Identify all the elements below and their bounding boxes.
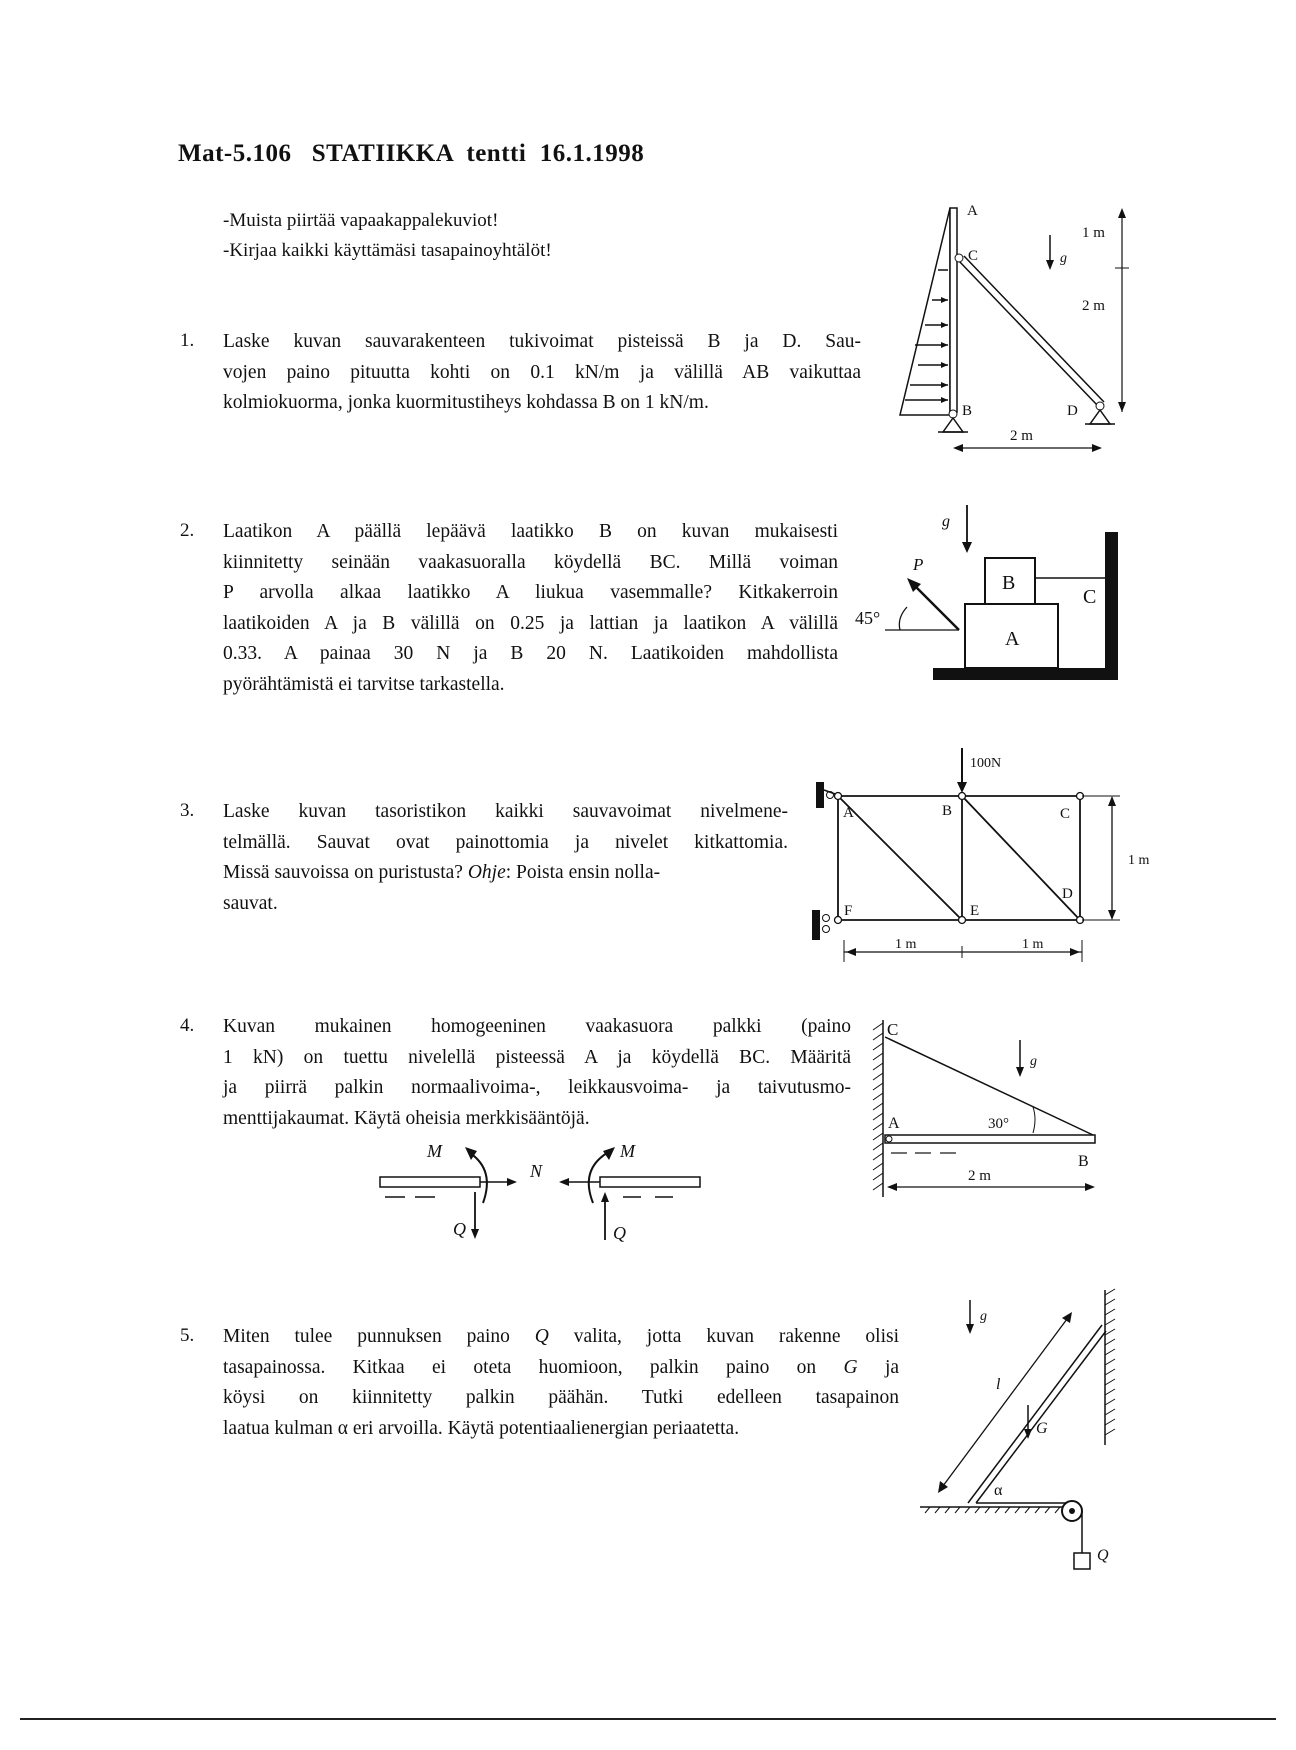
problem-2-text	[223, 517, 838, 700]
problem-4-line: ja piirrä palkin normaalivoima-, leikkausvoima- ja taivutusmo-	[223, 1077, 851, 1098]
label-a: A	[967, 203, 978, 219]
problem-2-line: P arvolla alkaa laatikko A liukua vasemmalle? Kitkakerroin	[223, 582, 838, 603]
label-e: E	[970, 903, 980, 919]
problem-4-number: 4.	[180, 1015, 195, 1036]
bar-ab	[950, 208, 957, 412]
dim-left: 1 m	[895, 937, 917, 952]
note-equations: -Kirjaa kaikki käyttämäsi tasapainoyhtälöt!	[223, 240, 552, 261]
problem-5-text-part: laatua kulman	[223, 1417, 333, 1439]
joint-c	[955, 254, 963, 262]
label-q: Q	[1097, 1547, 1109, 1564]
dim-2m-vertical: 2 m	[1082, 298, 1105, 314]
problem-2-line: Laatikon A päällä lepäävä laatikko B on kuvan mukaisesti	[223, 521, 838, 542]
wall-hatch	[873, 1023, 883, 1190]
angle-label: 45°	[855, 608, 881, 628]
dim-height: 1 m	[1128, 853, 1150, 868]
beam-ab	[885, 1135, 1095, 1143]
moment-label-left: M	[427, 1141, 442, 1161]
support-d	[1090, 410, 1110, 424]
problem-1-number: 1.	[180, 330, 195, 351]
problem-5-number: 5.	[180, 1325, 195, 1346]
dim-1m: 1 m	[1082, 225, 1105, 241]
problem-3-line: Laske kuvan tasoristikon kaikki sauvavoimat nivelmene-	[223, 801, 788, 822]
problem-5-text-part: ja	[884, 1356, 900, 1378]
gravity-label: g	[1060, 251, 1067, 266]
problem-4-line: 1 kN) on tuettu nivelellä pisteessä A ja köydellä BC. Määritä	[223, 1046, 851, 1068]
label-l: l	[996, 1376, 1001, 1393]
label-b: B	[1078, 1153, 1089, 1170]
problem-3-text	[223, 797, 788, 919]
problem-2-figure	[855, 500, 1125, 690]
problem-3-question: Missä sauvoissa on puristusta?	[223, 862, 463, 883]
shear-label-left: Q	[453, 1219, 466, 1239]
problem-3-hint-text: : Poista ensin nolla-	[505, 862, 661, 883]
label-a: A	[888, 1115, 900, 1132]
moment-label-right: M	[620, 1141, 635, 1161]
beam-segment-left	[380, 1177, 480, 1187]
problem-1-text	[223, 327, 861, 419]
beam	[968, 1325, 1102, 1503]
normal-label: N	[530, 1161, 543, 1181]
problem-3-line: telmällä. Sauvat ovat painottomia ja nivelet kitkattomia.	[223, 831, 788, 853]
dim-right: 1 m	[1022, 937, 1044, 952]
shear-label-right: Q	[613, 1223, 626, 1243]
page-title: Mat-5.106 STATIIKKA tentti 16.1.1998	[178, 140, 645, 167]
problem-4-figure	[865, 1015, 1105, 1205]
wall	[1105, 532, 1118, 680]
problem-2-number: 2.	[180, 520, 195, 541]
symbol-alpha: α	[337, 1417, 349, 1439]
angle-label: 30°	[988, 1116, 1009, 1132]
problem-2-line: kiinnitetty seinään vaakasuoralla köydellä BC. Millä voiman	[223, 551, 838, 573]
label-b: B	[1002, 572, 1016, 594]
symbol-q: Q	[534, 1326, 549, 1347]
problem-2-line: 0.33. A painaa 30 N ja B 20 N. Laatikoiden mahdollista	[223, 643, 838, 664]
problem-4-line: Kuvan mukainen homogeeninen vaakasuora palkki (paino	[223, 1016, 851, 1037]
label-a: A	[843, 805, 854, 821]
problem-5-text-part: tasapainossa. Kitkaa ei oteta huomioon, palkin paino on	[223, 1356, 817, 1378]
support-b	[943, 418, 963, 432]
problem-4-text	[223, 1012, 851, 1134]
truss-members	[838, 796, 1080, 920]
gravity-label: g	[1030, 1054, 1037, 1069]
note-free-body: -Muista piirtää vapaakappalekuviot!	[223, 210, 499, 231]
problem-5-line: köysi on kiinnitetty palkin päähän. Tutki edelleen tasapainon	[223, 1387, 899, 1408]
floor	[933, 668, 1118, 680]
label-c: C	[887, 1020, 899, 1039]
problem-5-line-4	[223, 1414, 899, 1445]
force-p-label: P	[913, 555, 924, 574]
symbol-g: G	[843, 1356, 858, 1378]
bottom-rule	[20, 1718, 1276, 1720]
gravity-label: g	[980, 1309, 987, 1324]
problem-4-line: menttijakaumat. Käytä oheisia merkkisääntöjä.	[223, 1107, 590, 1129]
label-d: D	[1067, 403, 1078, 419]
beam-segment-right	[600, 1177, 700, 1187]
load-arrows	[905, 270, 948, 400]
force-p-arrow	[913, 584, 959, 630]
problem-3-line-3	[223, 858, 788, 889]
problem-3-figure	[810, 740, 1160, 970]
problem-5-figure	[910, 1285, 1140, 1564]
label-c: C	[1083, 586, 1097, 608]
problem-5-text-part: eri arvoilla. Käytä potentiaalienergian periaatetta.	[352, 1417, 740, 1439]
problem-5-text-part: Miten tulee punnuksen paino	[223, 1326, 510, 1347]
label-d: D	[1062, 886, 1073, 902]
problem-3-line: sauvat.	[223, 892, 278, 914]
problem-5-line-2	[223, 1353, 899, 1384]
label-b: B	[962, 403, 973, 419]
problem-5-text	[223, 1322, 899, 1444]
label-c: C	[968, 248, 979, 264]
problem-5-text-part: valita, jotta kuvan rakenne olisi	[573, 1326, 900, 1347]
label-b: B	[942, 803, 953, 819]
problem-1-line: kolmiokuorma, jonka kuormitustiheys kohdassa B on 1 kN/m.	[223, 392, 709, 413]
problem-1-line: Laske kuvan sauvarakenteen tukivoimat pisteissä B ja D. Sau-	[223, 331, 861, 352]
problem-1-figure	[880, 200, 1140, 470]
label-c: C	[1060, 806, 1071, 822]
gravity-label: g	[942, 513, 950, 530]
wall-support-f	[812, 910, 820, 940]
problem-1-line: vojen paino pituutta kohti on 0.1 kN/m ja välillä AB vaikuttaa	[223, 361, 861, 383]
dim-2m-horizontal: 2 m	[1010, 428, 1033, 444]
label-a: A	[1005, 628, 1020, 650]
wall-support-a	[816, 782, 824, 808]
label-f: F	[844, 903, 853, 919]
sign-convention-figure	[375, 1135, 705, 1250]
dim-2m: 2 m	[968, 1168, 991, 1184]
label-g: G	[1036, 1420, 1048, 1437]
weight-q	[1074, 1553, 1090, 1569]
problem-3-number: 3.	[180, 800, 195, 821]
problem-3-hint-label: Ohje	[467, 862, 506, 883]
problem-2-line: pyörähtämistä ei tarvitse tarkastella.	[223, 673, 505, 695]
problem-5-line-1	[223, 1322, 899, 1353]
load-label: 100N	[970, 756, 1002, 771]
problem-2-line: laatikoiden A ja B välillä on 0.25 ja lattian ja laatikon A välillä	[223, 612, 838, 634]
bar-cd	[964, 256, 1104, 402]
label-alpha: α	[994, 1482, 1003, 1499]
